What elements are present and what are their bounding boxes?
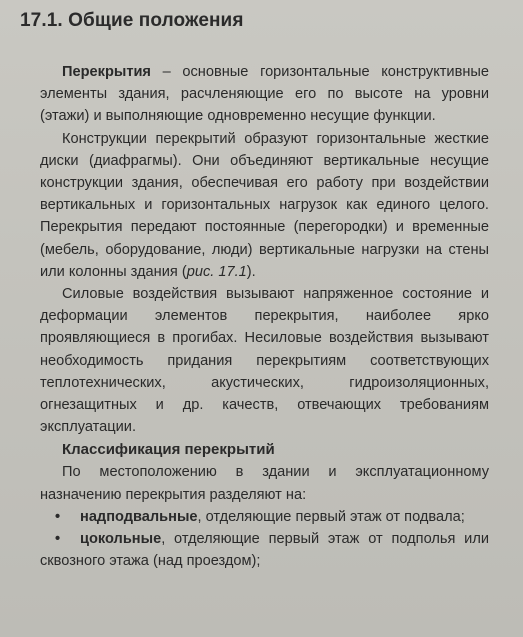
paragraph-definition: [40, 61, 489, 128]
bullet-term: надподвальные: [80, 508, 198, 525]
figure-reference: рис. 17.1: [186, 263, 247, 280]
paragraph-classification-text: По местоположению в здании и эксплуатационному назначению перекрытия разделяют на:: [40, 464, 489, 503]
paragraph-loads: [40, 283, 489, 438]
bullet-dot: •: [55, 508, 61, 525]
bullet-text: , отделяющие первый этаж от подвала;: [197, 508, 465, 525]
classification-heading: Классификация перекрытий: [62, 441, 275, 459]
paragraph-classification: [40, 461, 489, 505]
paragraph-definition-text: – основные горизонтальные конструктивные элементы здания, расчленяющие его по высоте на уровни (этажи) и выполняющие одновременно несущие функции.: [40, 64, 489, 125]
bullet-term: цокольные: [80, 531, 162, 548]
body-text: [20, 61, 493, 572]
bullet-item: [40, 506, 489, 528]
paragraph-structure-text: Конструкции перекрытий образуют горизонтальные жесткие диски (диафрагмы). Они объединяют вертикальные несущие конструкции здания, обеспечивая его работу при воздействии вертикальных и горизонтальных нагрузок как единого целого. Перекрытия передают постоянные (перегородки) и временные (мебель, оборудование, люди) вертикальные нагрузки на стены или колонны здания (: [40, 130, 489, 280]
bullet-dot: •: [55, 531, 61, 548]
section-title: 17.1. Общие положения: [20, 10, 244, 31]
bullet-item: [40, 528, 489, 572]
paragraph-structure: [40, 128, 489, 283]
paragraph-structure-tail: ).: [246, 263, 256, 280]
bullet-text: , отделяющие первый этаж от подполья или сквозного этажа (над проездом);: [40, 531, 489, 570]
paragraph-loads-text: Силовые воздействия вызывают напряженное состояние и деформации элементов перекрытия, наиболее ярко проявляющиеся в прогибах. Несиловые воздействия вызывают необходимость придания перекрытиям соответствующих теплотехнических, акустических, гидроизоляционных, огнезащитных и др. качеств, отвечающих требованиям эксплуатации.: [40, 286, 489, 436]
term-perekrytiya: Перекрытия: [62, 64, 151, 80]
